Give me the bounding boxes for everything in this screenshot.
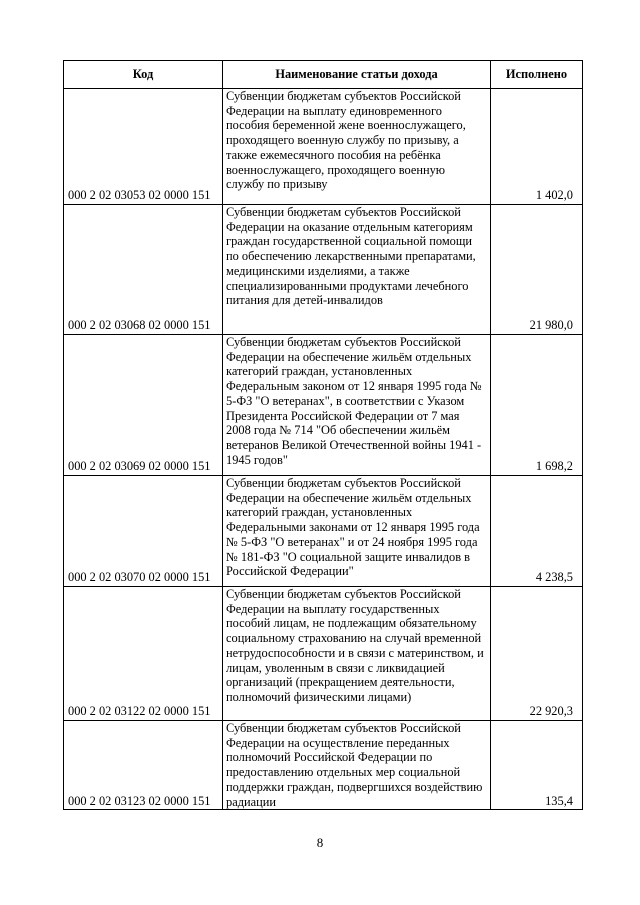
row-name: Субвенции бюджетам субъектов Российской Федерации на обеспечение жильём отдельных категорий граждан, установленных Федеральным законом от 12 января 1995 года № 5-ФЗ "О ветеранах", в соответствии с Указом Президента Российской Федерации от 7 мая 2008 года № 714 "Об обеспечении жильём ветеранов Великой Отечественной войны 1941 - 1945 годов" <box>223 335 491 476</box>
table-row <box>64 476 583 587</box>
row-amount: 135,4 <box>491 721 583 810</box>
row-name: Субвенции бюджетам субъектов Российской Федерации на обеспечение жильём отдельных категорий граждан, установленных Федеральными законами от 12 января 1995 года № 5-ФЗ "О ветеранах" и от 24 ноября 1995 года № 181-ФЗ "О социальной защите инвалидов в Российской Федерации" <box>223 476 491 587</box>
row-code: 000 2 02 03122 02 0000 151 <box>64 587 223 721</box>
page-number: 8 <box>316 835 324 850</box>
row-code: 000 2 02 03068 02 0000 151 <box>64 205 223 335</box>
row-amount: 21 980,0 <box>491 205 583 335</box>
table-row <box>64 587 583 721</box>
budget-revenue-table <box>63 60 583 810</box>
row-name: Субвенции бюджетам субъектов Российской Федерации на осуществление переданных полномочий Российской Федерации по предоставлению отдельных мер социальной поддержки граждан, подвергшихся воздействию радиации <box>223 721 491 810</box>
table-row <box>64 721 583 810</box>
table-row <box>64 335 583 476</box>
row-name: Субвенции бюджетам субъектов Российской Федерации на оказание отдельным категориям граждан государственной социальной помощи по обеспечению лекарственными препаратами, медицинскими изделиями, а также специализированными продуктами лечебного питания для детей-инвалидов <box>223 205 491 335</box>
row-amount: 22 920,3 <box>491 587 583 721</box>
table-row <box>64 205 583 335</box>
row-name: Субвенции бюджетам субъектов Российской Федерации на выплату государственных пособий лицам, не подлежащим обязательному социальному страхованию на случай временной нетрудоспособности и в связи с материнством, и лицам, уволенным в связи с ликвидацией организаций (прекращением деятельности, полномочий физическими лицами) <box>223 587 491 721</box>
header-amount: Исполнено <box>491 61 583 89</box>
row-amount: 1 402,0 <box>491 89 583 205</box>
row-amount: 4 238,5 <box>491 476 583 587</box>
header-code: Код <box>64 61 223 89</box>
budget-table-container <box>63 60 582 810</box>
row-code: 000 2 02 03070 02 0000 151 <box>64 476 223 587</box>
row-amount: 1 698,2 <box>491 335 583 476</box>
header-name: Наименование статьи дохода <box>223 61 491 89</box>
row-code: 000 2 02 03123 02 0000 151 <box>64 721 223 810</box>
row-code: 000 2 02 03053 02 0000 151 <box>64 89 223 205</box>
row-name: Субвенции бюджетам субъектов Российской Федерации на выплату единовременного пособия беременной жене военнослужащего, проходящего военную службу по призыву, а также ежемесячного пособия на ребёнка военнослужащего, проходящего военную службу по призыву <box>223 89 491 205</box>
table-row <box>64 89 583 205</box>
table-header-row <box>64 61 583 89</box>
row-code: 000 2 02 03069 02 0000 151 <box>64 335 223 476</box>
